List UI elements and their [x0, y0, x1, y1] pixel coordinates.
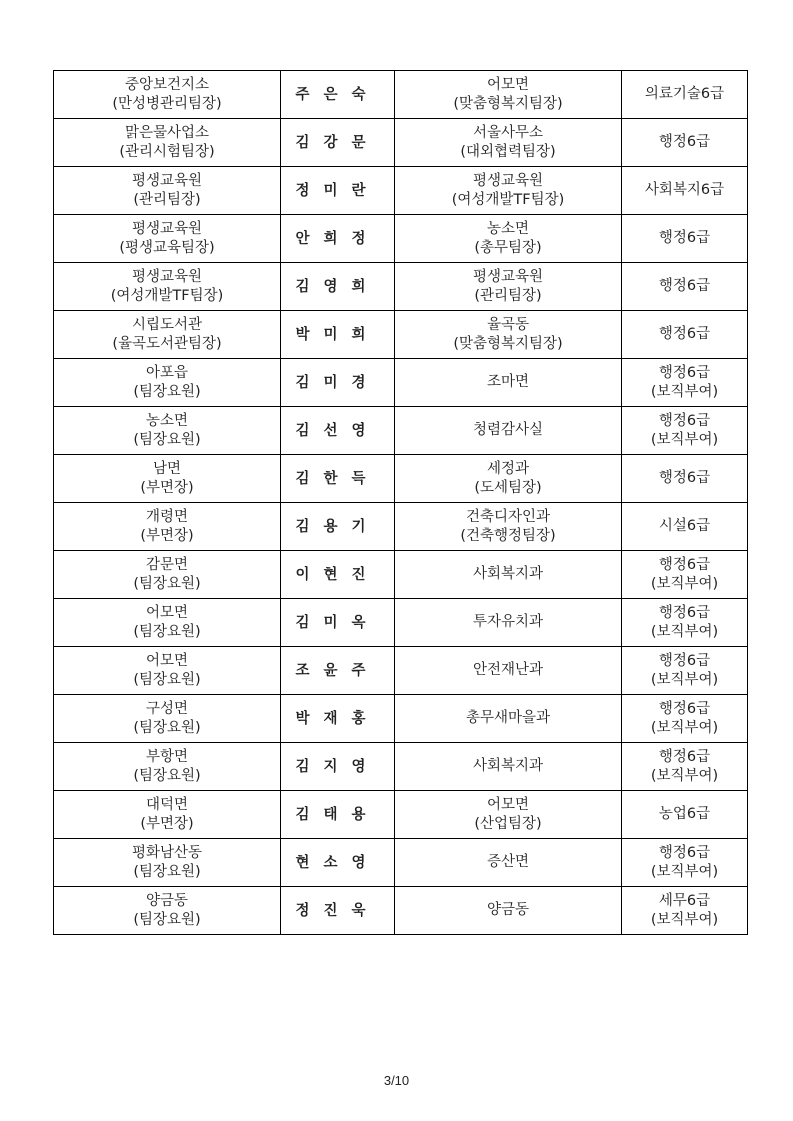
table-row: [54, 887, 748, 935]
table-row: [54, 647, 748, 695]
table-row: [54, 119, 748, 167]
grade-cell: [622, 167, 748, 215]
to-position-cell: [395, 887, 622, 935]
from-dept: 감문면: [145, 556, 189, 573]
grade: 행정6급: [658, 748, 711, 765]
from-dept: 평생교육원: [131, 172, 203, 189]
from-position-cell: [54, 791, 281, 839]
name-cell: [281, 887, 395, 935]
personnel-table-body: [54, 71, 748, 935]
name-cell: [281, 263, 395, 311]
from-position-cell: [54, 455, 281, 503]
to-role: (총무팀장): [474, 239, 542, 256]
to-position-cell: [395, 71, 622, 119]
from-position-cell: [54, 311, 281, 359]
to-position-cell: [395, 647, 622, 695]
person-name: 조윤주: [295, 662, 380, 679]
from-role: (팀장요원): [133, 575, 201, 592]
from-position-cell: [54, 167, 281, 215]
from-position-cell: [54, 551, 281, 599]
from-dept: 농소면: [145, 412, 189, 429]
from-position-cell: [54, 359, 281, 407]
to-role: (관리팀장): [474, 287, 542, 304]
from-position-cell: [54, 743, 281, 791]
from-role: (관리팀장): [133, 191, 201, 208]
grade-cell: [622, 887, 748, 935]
name-cell: [281, 167, 395, 215]
name-cell: [281, 743, 395, 791]
grade-cell: [622, 647, 748, 695]
to-dept: 농소면: [486, 220, 530, 237]
table-row: [54, 407, 748, 455]
name-cell: [281, 71, 395, 119]
grade-note: (보직부여): [650, 719, 719, 736]
table-row: [54, 359, 748, 407]
to-dept: 총무새마을과: [465, 710, 551, 726]
person-name: 김지영: [295, 758, 380, 775]
from-dept: 양금동: [145, 892, 189, 909]
to-role: (맞춤형복지팀장): [453, 95, 563, 112]
person-name: 김강문: [295, 134, 380, 151]
to-dept: 사회복지과: [472, 566, 544, 582]
grade: 행정6급: [658, 652, 711, 669]
grade-cell: [622, 119, 748, 167]
grade-cell: [622, 791, 748, 839]
person-name: 김영희: [295, 278, 380, 295]
grade-cell: [622, 503, 748, 551]
table-row: [54, 263, 748, 311]
name-cell: [281, 215, 395, 263]
from-role: (부면장): [140, 527, 194, 544]
grade-cell: [622, 215, 748, 263]
table-row: [54, 743, 748, 791]
grade: 행정6급: [658, 700, 711, 717]
to-position-cell: [395, 791, 622, 839]
grade-cell: [622, 551, 748, 599]
to-dept: 안전재난과: [472, 662, 544, 678]
to-role: (산업팀장): [474, 815, 542, 832]
from-position-cell: [54, 647, 281, 695]
from-role: (팀장요원): [133, 623, 201, 640]
from-position-cell: [54, 407, 281, 455]
to-position-cell: [395, 599, 622, 647]
to-position-cell: [395, 167, 622, 215]
grade: 행정6급: [658, 844, 711, 861]
table-row: [54, 551, 748, 599]
from-position-cell: [54, 71, 281, 119]
to-position-cell: [395, 407, 622, 455]
person-name: 안희정: [295, 230, 380, 247]
name-cell: [281, 119, 395, 167]
grade: 행정6급: [658, 364, 711, 381]
to-dept: 평생교육원: [472, 172, 544, 189]
grade-note: (보직부여): [650, 863, 719, 880]
from-role: (관리시험팀장): [119, 143, 215, 160]
grade-cell: [622, 359, 748, 407]
personnel-table: [53, 70, 748, 935]
grade: 행정6급: [658, 470, 711, 486]
table-row: [54, 311, 748, 359]
grade: 행정6급: [658, 556, 711, 573]
from-role: (평생교육팀장): [119, 239, 215, 256]
name-cell: [281, 407, 395, 455]
from-position-cell: [54, 215, 281, 263]
from-role: (부면장): [140, 815, 194, 832]
grade: 행정6급: [658, 278, 711, 294]
to-position-cell: [395, 743, 622, 791]
grade-cell: [622, 455, 748, 503]
grade-cell: [622, 263, 748, 311]
person-name: 김태용: [295, 806, 380, 823]
page-number: 3/10: [383, 1073, 410, 1088]
name-cell: [281, 503, 395, 551]
name-cell: [281, 599, 395, 647]
grade: 세무6급: [658, 892, 711, 909]
name-cell: [281, 359, 395, 407]
person-name: 정진욱: [295, 902, 380, 919]
to-dept: 세정과: [486, 460, 530, 477]
to-role: (도세팀장): [474, 479, 542, 496]
from-dept: 시립도서관: [131, 316, 203, 333]
to-dept: 사회복지과: [472, 758, 544, 774]
from-dept: 어모면: [145, 652, 189, 669]
from-role: (팀장요원): [133, 671, 201, 688]
to-dept: 서울사무소: [472, 124, 544, 141]
from-position-cell: [54, 695, 281, 743]
to-dept: 어모면: [486, 76, 530, 93]
person-name: 김한득: [295, 470, 380, 487]
person-name: 김미옥: [295, 614, 380, 631]
person-name: 현소영: [295, 854, 380, 871]
table-row: [54, 71, 748, 119]
grade-cell: [622, 599, 748, 647]
from-role: (팀장요원): [133, 767, 201, 784]
grade-cell: [622, 407, 748, 455]
from-position-cell: [54, 119, 281, 167]
from-dept: 중앙보건지소: [124, 76, 210, 93]
table-row: [54, 503, 748, 551]
from-dept: 대덕면: [145, 796, 189, 813]
from-role: (부면장): [140, 479, 194, 496]
from-dept: 남면: [152, 460, 181, 477]
from-role: (율곡도서관팀장): [112, 335, 222, 352]
to-dept: 건축디자인과: [465, 508, 551, 525]
to-dept: 조마면: [486, 374, 530, 390]
to-position-cell: [395, 359, 622, 407]
grade: 행정6급: [658, 134, 711, 150]
table-row: [54, 599, 748, 647]
to-position-cell: [395, 839, 622, 887]
from-dept: 어모면: [145, 604, 189, 621]
from-role: (팀장요원): [133, 719, 201, 736]
grade-note: (보직부여): [650, 431, 719, 448]
name-cell: [281, 455, 395, 503]
to-position-cell: [395, 551, 622, 599]
person-name: 박재홍: [295, 710, 380, 727]
person-name: 정미란: [295, 182, 380, 199]
from-role: (여성개발TF팀장): [110, 287, 224, 304]
to-position-cell: [395, 695, 622, 743]
from-role: (만성병관리팀장): [112, 95, 222, 112]
table-row: [54, 167, 748, 215]
from-role: (팀장요원): [133, 863, 201, 880]
from-role: (팀장요원): [133, 431, 201, 448]
from-role: (팀장요원): [133, 911, 201, 928]
to-dept: 양금동: [486, 902, 530, 918]
grade-cell: [622, 839, 748, 887]
name-cell: [281, 647, 395, 695]
from-dept: 평생교육원: [131, 220, 203, 237]
to-dept: 평생교육원: [472, 268, 544, 285]
to-position-cell: [395, 215, 622, 263]
from-dept: 개령면: [145, 508, 189, 525]
from-position-cell: [54, 839, 281, 887]
grade: 행정6급: [658, 230, 711, 246]
name-cell: [281, 551, 395, 599]
grade: 행정6급: [658, 326, 711, 342]
to-dept: 율곡동: [486, 316, 530, 333]
from-dept: 평화남산동: [131, 844, 203, 861]
table-row: [54, 791, 748, 839]
from-dept: 맑은물사업소: [124, 124, 210, 141]
grade-note: (보직부여): [650, 671, 719, 688]
to-position-cell: [395, 503, 622, 551]
from-position-cell: [54, 503, 281, 551]
grade-note: (보직부여): [650, 575, 719, 592]
from-dept: 아포읍: [145, 364, 189, 381]
table-row: [54, 215, 748, 263]
name-cell: [281, 839, 395, 887]
person-name: 주은숙: [295, 86, 380, 103]
grade-note: (보직부여): [650, 383, 719, 400]
grade: 농업6급: [658, 806, 711, 822]
from-dept: 평생교육원: [131, 268, 203, 285]
person-name: 김미경: [295, 374, 380, 391]
grade-note: (보직부여): [650, 623, 719, 640]
grade: 행정6급: [658, 412, 711, 429]
to-role: (여성개발TF팀장): [451, 191, 565, 208]
person-name: 이현진: [295, 566, 380, 583]
to-role: (건축행정팀장): [460, 527, 556, 544]
from-role: (팀장요원): [133, 383, 201, 400]
to-role: (맞춤형복지팀장): [453, 335, 563, 352]
grade-note: (보직부여): [650, 911, 719, 928]
person-name: 김선영: [295, 422, 380, 439]
grade: 시설6급: [658, 518, 711, 534]
from-position-cell: [54, 887, 281, 935]
from-dept: 구성면: [145, 700, 189, 717]
from-position-cell: [54, 263, 281, 311]
to-dept: 증산면: [486, 854, 530, 870]
grade: 의료기술6급: [644, 86, 725, 102]
grade-cell: [622, 695, 748, 743]
to-position-cell: [395, 119, 622, 167]
to-dept: 청렴감사실: [472, 422, 544, 438]
grade-note: (보직부여): [650, 767, 719, 784]
table-row: [54, 839, 748, 887]
person-name: 김용기: [295, 518, 380, 535]
table-row: [54, 455, 748, 503]
grade: 사회복지6급: [644, 182, 725, 198]
to-dept: 어모면: [486, 796, 530, 813]
from-dept: 부항면: [145, 748, 189, 765]
to-position-cell: [395, 311, 622, 359]
grade: 행정6급: [658, 604, 711, 621]
name-cell: [281, 791, 395, 839]
to-role: (대외협력팀장): [460, 143, 556, 160]
grade-cell: [622, 743, 748, 791]
table-row: [54, 695, 748, 743]
person-name: 박미희: [295, 326, 380, 343]
to-position-cell: [395, 263, 622, 311]
from-position-cell: [54, 599, 281, 647]
grade-cell: [622, 71, 748, 119]
to-dept: 투자유치과: [472, 614, 544, 630]
grade-cell: [622, 311, 748, 359]
name-cell: [281, 695, 395, 743]
name-cell: [281, 311, 395, 359]
to-position-cell: [395, 455, 622, 503]
